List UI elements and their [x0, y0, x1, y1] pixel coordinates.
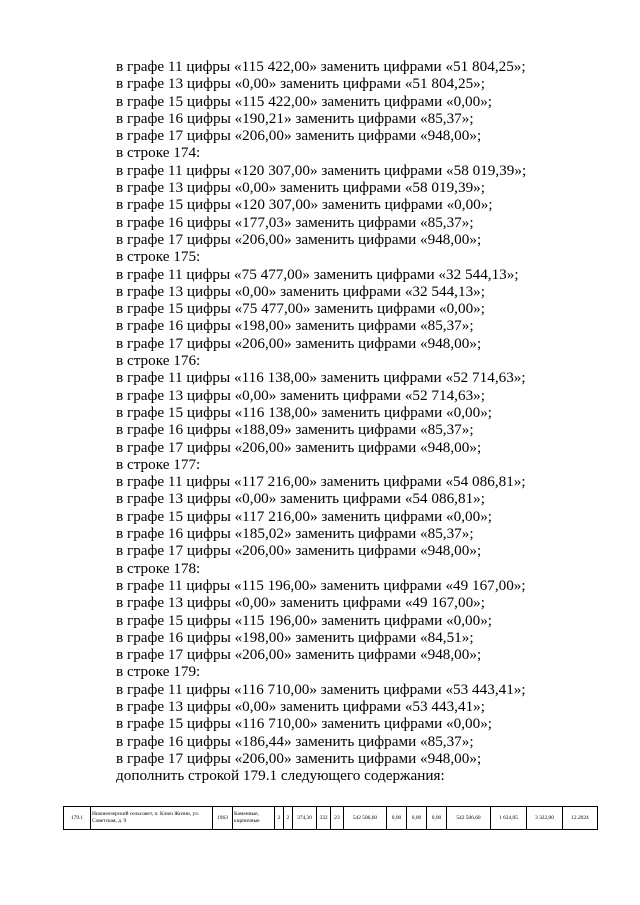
text-line: в графе 13 цифры «0,00» заменить цифрами «53 443,41»;	[116, 697, 485, 715]
text-line: в графе 15 цифры «120 307,00» заменить цифрами «0,00»;	[116, 196, 493, 214]
table-cell: 2	[284, 807, 293, 830]
text-line: в графе 11 цифры «116 710,00» заменить цифрами «53 443,41»;	[116, 680, 526, 698]
table-cell: 332	[317, 807, 331, 830]
text-line: в графе 13 цифры «0,00» заменить цифрами «54 086,81»;	[116, 490, 485, 508]
text-line: в графе 17 цифры «206,00» заменить цифрами «948,00»;	[116, 749, 482, 767]
table-cell-year: 1963	[213, 807, 233, 830]
text-line: в графе 17 цифры «206,00» заменить цифрами «948,00»;	[116, 334, 482, 352]
text-line: в графе 13 цифры «0,00» заменить цифрами «58 019,39»;	[116, 179, 485, 197]
text-line: в графе 11 цифры «115 196,00» заменить цифрами «49 167,00»;	[116, 576, 526, 594]
table-cell: 542 506,60	[447, 807, 491, 830]
text-line: в графе 17 цифры «206,00» заменить цифрами «948,00»;	[116, 438, 482, 456]
table-cell: 1 634,05	[491, 807, 527, 830]
text-line: в графе 16 цифры «188,09» заменить цифрами «85,37»;	[116, 421, 474, 439]
text-line: в графе 17 цифры «206,00» заменить цифрами «948,00»;	[116, 542, 482, 560]
text-line: в графе 16 цифры «186,44» заменить цифрами «85,37»;	[116, 732, 474, 750]
data-table	[63, 806, 598, 830]
text-line: в графе 16 цифры «177,03» заменить цифрами «85,37»;	[116, 213, 474, 231]
text-line: в графе 15 цифры «115 196,00» заменить цифрами «0,00»;	[116, 611, 493, 629]
table-cell-row-number: 179.1	[64, 807, 91, 830]
closing-line: дополнить строкой 179.1 следующего содержания:	[116, 767, 445, 785]
text-line: в графе 11 цифры «120 307,00» заменить цифрами «58 019,39»;	[116, 161, 527, 179]
text-line: в графе 15 цифры «75 477,00» заменить цифрами «0,00»;	[116, 300, 485, 318]
text-line: в графе 11 цифры «116 138,00» заменить цифрами «52 714,63»;	[116, 369, 526, 387]
text-line: в графе 16 цифры «198,00» заменить цифрами «84,51»;	[116, 628, 474, 646]
table-cell: 374,30	[293, 807, 317, 830]
text-line: в графе 16 цифры «185,02» заменить цифрами «85,37»;	[116, 525, 474, 543]
text-line: в графе 15 цифры «116 710,00» заменить цифрами «0,00»;	[116, 715, 493, 733]
text-line: в графе 16 цифры «198,00» заменить цифрами «85,37»;	[116, 317, 474, 335]
text-line: в графе 15 цифры «117 216,00» заменить цифрами «0,00»;	[116, 507, 493, 525]
text-line: в графе 17 цифры «206,00» заменить цифрами «948,00»;	[116, 230, 482, 248]
table-cell-address: Нижнеозерский сельсовет, п. Ключ Жизни, ул. Советская, д. 9	[91, 807, 213, 830]
text-line: в графе 13 цифры «0,00» заменить цифрами «52 714,63»;	[116, 386, 485, 404]
row-heading: в строке 178:	[116, 559, 201, 577]
table-cell: 542 506,60	[344, 807, 387, 830]
row-heading: в строке 174:	[116, 144, 201, 162]
text-line: в графе 13 цифры «0,00» заменить цифрами «49 167,00»;	[116, 594, 485, 612]
row-heading: в строке 177:	[116, 455, 201, 473]
text-line: в графе 13 цифры «0,00» заменить цифрами «51 804,25»;	[116, 75, 485, 93]
table-cell: 0,00	[407, 807, 427, 830]
text-line: в графе 15 цифры «116 138,00» заменить цифрами «0,00»;	[116, 403, 493, 421]
table-cell-wall-material: Каменные, кирпичные	[233, 807, 275, 830]
table-cell: 0,00	[427, 807, 447, 830]
table-cell: 3 322,00	[527, 807, 563, 830]
table-row	[64, 807, 598, 830]
text-line: в графе 17 цифры «206,00» заменить цифрами «948,00»;	[116, 127, 482, 145]
text-line: в графе 15 цифры «115 422,00» заменить цифрами «0,00»;	[116, 92, 493, 110]
row-heading: в строке 179:	[116, 663, 201, 681]
text-line: в графе 13 цифры «0,00» заменить цифрами «32 544,13»;	[116, 282, 485, 300]
table-cell: 0,00	[387, 807, 407, 830]
table-cell: 23	[331, 807, 344, 830]
row-heading: в строке 176:	[116, 352, 201, 370]
table-cell-date: 12.2024	[563, 807, 598, 830]
amendment-text	[116, 58, 596, 784]
text-line: в графе 11 цифры «75 477,00» заменить цифрами «32 544,13»;	[116, 265, 519, 283]
text-line: в графе 17 цифры «206,00» заменить цифрами «948,00»;	[116, 646, 482, 664]
text-line: в графе 11 цифры «115 422,00» заменить цифрами «51 804,25»;	[116, 58, 526, 75]
table-cell: 2	[275, 807, 284, 830]
text-line: в графе 11 цифры «117 216,00» заменить цифрами «54 086,81»;	[116, 473, 526, 491]
row-heading: в строке 175:	[116, 248, 201, 266]
text-line: в графе 16 цифры «190,21» заменить цифрами «85,37»;	[116, 109, 474, 127]
